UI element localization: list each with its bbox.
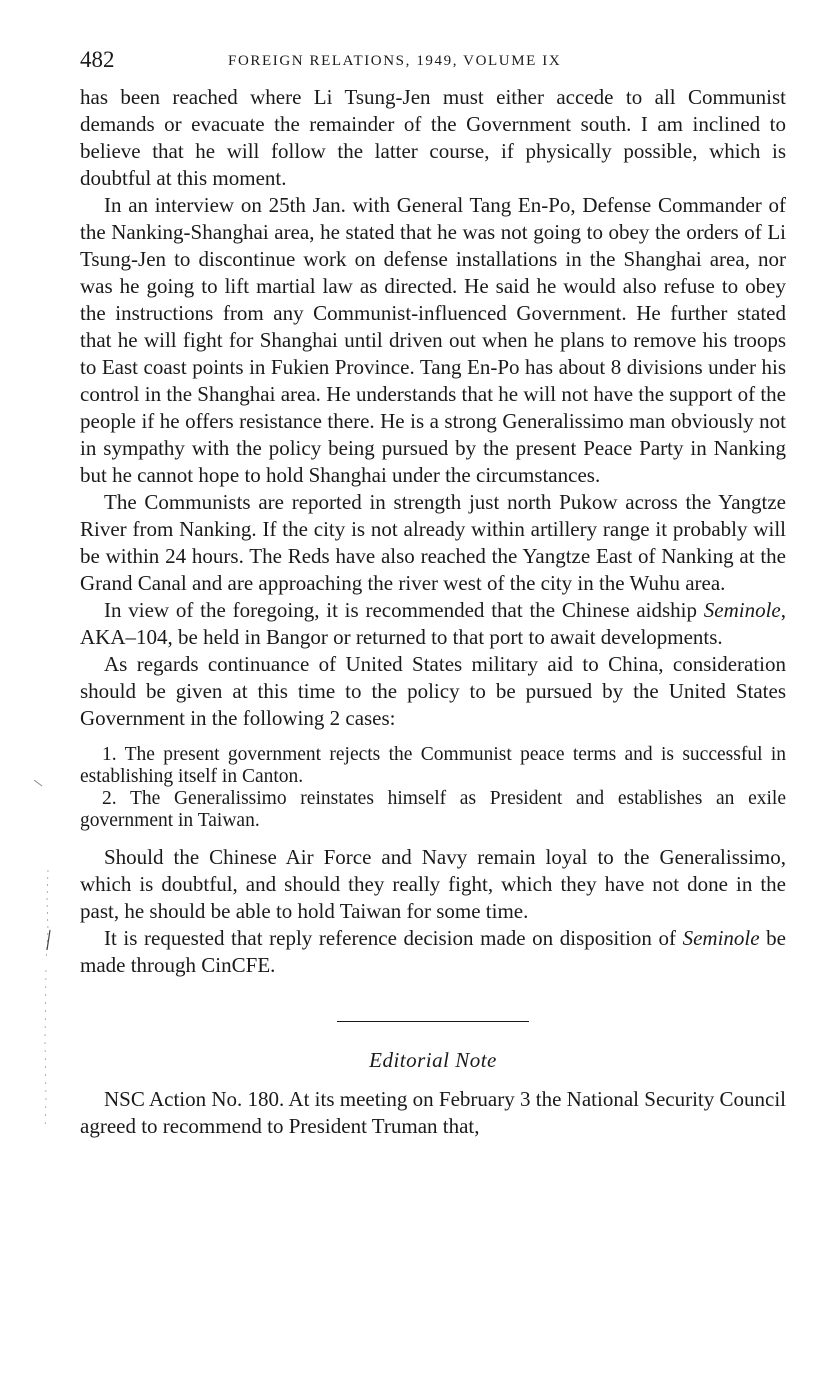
paragraph-5: As regards continuance of United States military aid to China, consideration should be given at this time to the policy to be pursued by the United States Government in the following 2 cases: — [80, 652, 786, 730]
section-divider — [337, 1021, 529, 1022]
running-head — [80, 44, 786, 76]
list-item: 1. The present government rejects the Communist peace terms and is successful in establishing itself in Canton. — [80, 744, 786, 787]
paragraph-4 — [80, 597, 786, 651]
ship-name: Seminole — [703, 598, 781, 622]
running-title: FOREIGN RELATIONS, 1949, VOLUME IX — [228, 53, 562, 69]
cases-list — [80, 744, 786, 832]
paragraph-4-text-a: In view of the foregoing, it is recommended that the Chinese aidship — [104, 598, 704, 622]
paragraph-4-text-b: , AKA–104, be held in Bangor or returned to that port to await developments. — [80, 598, 786, 649]
paragraph-7-text-b: be made through CinCFE. — [80, 926, 787, 977]
paragraph-6: Should the Chinese Air Force and Navy remain loyal to the Generalissimo, which is doubtful, and should they really fight, which they have not done in the past, he should be able to hold Taiwan for some time. — [80, 845, 786, 923]
list-item: 2. The Generalissimo reinstates himself as President and establishes an exile government in Taiwan. — [80, 788, 786, 831]
page-number: 482 — [80, 47, 115, 72]
paragraph-1: has been reached where Li Tsung-Jen must either accede to all Communist demands or evacuate the remainder of the Government south. I am inclined to believe that he will follow the latter course, if physically possible, which is doubtful at this moment. — [80, 85, 786, 190]
editorial-note-text: NSC Action No. 180. At its meeting on February 3 the National Security Council agreed to recommend to President Truman that, — [80, 1087, 786, 1138]
margin-pencil-marks — [30, 780, 60, 1140]
editorial-note-heading: Editorial Note — [369, 1048, 497, 1072]
ship-name: Seminole — [682, 926, 760, 950]
document-page — [80, 44, 786, 1140]
paragraph-3: The Communists are reported in strength just north Pukow across the Yangtze River from Nanking. If the city is not already within artillery range it probably will be within 24 hours. The Reds have also reached the Yangtze East of Nanking at the Grand Canal and are approaching the river west of the city in the Wuhu area. — [80, 490, 786, 595]
paragraph-7-text-a: It is requested that reply reference decision made on disposition of — [104, 926, 683, 950]
paragraph-7 — [80, 925, 786, 979]
paragraph-2: In an interview on 25th Jan. with General Tang En-Po, Defense Commander of the Nanking-Shanghai area, he stated that he was not going to obey the orders of Li Tsung-Jen to discontinue work on defense installations in the Shanghai area, nor was he going to lift martial law as directed. He said he would also refuse to obey the instructions from any Communist-influenced Government. He further stated that he will fight for Shanghai until driven out when he plans to remove his troops to East coast points in Fukien Province. Tang En-Po has about 8 divisions under his control in the Shanghai area. He understands that he will not have the support of the people if he offers resistance there. He is a strong Generalissimo man obviously not in sympathy with the policy being pursued by the present Peace Party in Nanking but he cannot hope to hold Shanghai under the circumstances. — [80, 193, 786, 487]
